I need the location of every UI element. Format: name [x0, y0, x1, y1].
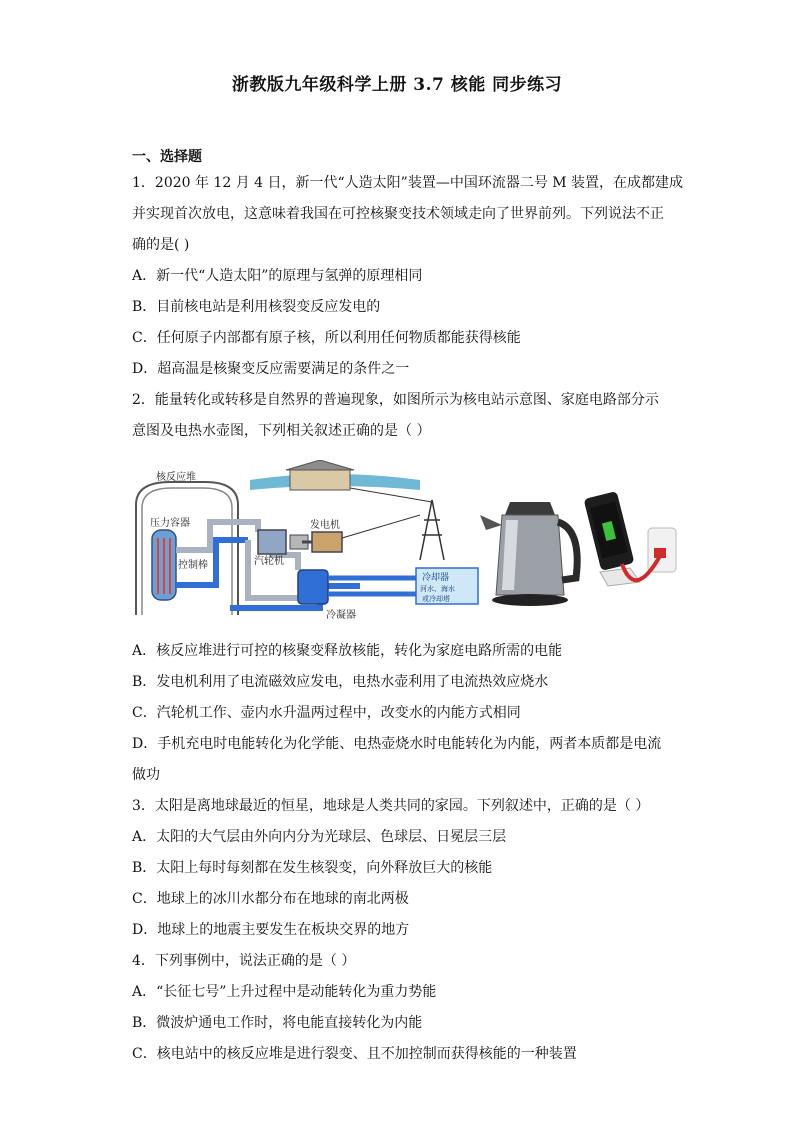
q2-option-b: B．发电机利用了电流磁效应发电，电热水壶利用了电流热效应烧水 [132, 674, 549, 690]
label-cooler-note: 河水、海水 [420, 585, 455, 593]
q2-stem-line: 2．能量转化或转移是自然界的普遍现象，如图所示为核电站示意图、家庭电路部分示 [132, 392, 659, 408]
nuclear-plant-diagram [136, 460, 478, 620]
label-generator: 发电机 [310, 520, 340, 531]
label-cooler: 冷却器 [422, 573, 450, 583]
q1-stem-line: 并实现首次放电，这意味着我国在可控核聚变技术领域走向了世界前列。下列说法不正 [132, 206, 664, 222]
transmission-tower [420, 500, 444, 560]
turbine [258, 530, 286, 554]
label-condenser: 冷凝器 [326, 610, 356, 620]
q2-option-a: A．核反应堆进行可控的核聚变释放核能，转化为家庭电路所需的电能 [132, 643, 563, 659]
section-heading: 一、选择题 [132, 149, 202, 165]
label-pressure-vessel: 压力容器 [150, 518, 190, 529]
q1-option-d: D．超高温是核聚变反应需要满足的条件之一 [132, 361, 410, 377]
q3-option-a: A．太阳的大气层由外向内分为光球层、色球层、日冕层三层 [132, 829, 507, 845]
label-cooler-note: 或冷却塔 [422, 595, 450, 603]
phone-charging-image [584, 491, 676, 586]
q2-figure [130, 460, 680, 620]
q3-option-c: C．地球上的冰川水都分布在地球的南北两极 [132, 891, 409, 907]
label-turbine: 汽轮机 [254, 556, 284, 567]
q2-option-c: C．汽轮机工作、壶内水升温两过程中，改变水的内能方式相同 [132, 705, 521, 721]
label-reactor: 核反应堆 [156, 472, 196, 483]
q2-stem-line: 意图及电热水壶图，下列相关叙述正确的是（ ） [132, 423, 431, 439]
q4-option-c: C．核电站中的核反应堆是进行裂变、且不加控制而获得核能的一种装置 [132, 1046, 577, 1062]
q1-stem-line: 1．2020 年 12 月 4 日，新一代“人造太阳”装置—中国环流器二号 M 装置，在成都建成 [132, 175, 684, 191]
q2-option-d: D．手机充电时电能转化为化学能、电热壶烧水时电能转化为内能，两者本质都是电流 [132, 736, 662, 752]
electric-kettle-image [480, 502, 577, 606]
q1-option-c: C．任何原子内部都有原子核，所以利用任何物质都能获得核能 [132, 330, 521, 346]
q1-option-a: A．新一代“人造太阳”的原理与氢弹的原理相同 [132, 268, 423, 284]
label-control-rod: 控制棒 [178, 560, 208, 571]
q4-stem-line: 4．下列事例中，说法正确的是（ ） [132, 953, 356, 969]
q1-option-b: B．目前核电站是利用核裂变反应发电的 [132, 299, 381, 315]
q3-option-b: B．太阳上每时每刻都在发生核裂变，向外释放巨大的核能 [132, 860, 493, 876]
condenser [298, 570, 328, 604]
generator [312, 532, 342, 552]
q3-stem-line: 3．太阳是离地球最近的恒星，地球是人类共同的家园。下列叙述中，正确的是（ ） [132, 798, 650, 814]
q1-stem-line: 确的是( ) [132, 237, 190, 253]
q3-option-d: D．地球上的地震主要发生在板块交界的地方 [132, 922, 410, 938]
q4-option-b: B．微波炉通电工作时，将电能直接转化为内能 [132, 1015, 423, 1031]
page-title: 浙教版九年级科学上册 3.7 核能 同步练习 [231, 75, 563, 95]
q2-option-d-cont: 做功 [132, 767, 160, 783]
q4-option-a: A．“长征七号”上升过程中是动能转化为重力势能 [132, 984, 437, 1000]
